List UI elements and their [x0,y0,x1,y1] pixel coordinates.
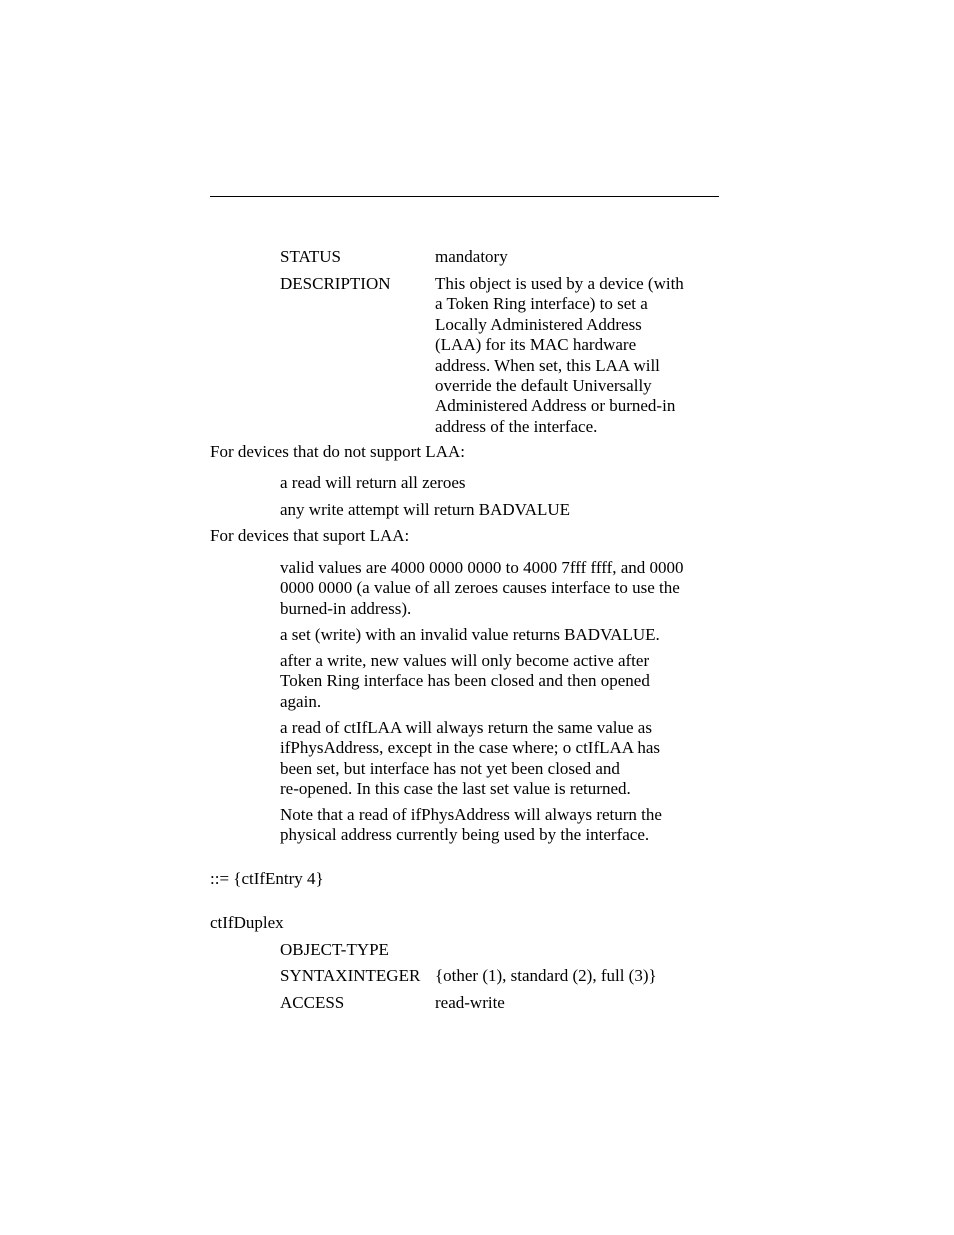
laa-paragraph [280,718,720,800]
laa-paragraph [280,651,720,712]
description-line: a Token Ring interface) to set a [435,294,648,314]
paragraph-line: burned-in address). [280,598,412,618]
laa-paragraph [280,805,720,846]
paragraph-line: a set (write) with an invalid value returns BADVALUE. [280,625,660,644]
description-line: address. When set, this LAA will [435,355,660,375]
access-label: ACCESS [280,993,345,1012]
paragraph-line: physical address currently being used by the interface. [280,825,650,845]
paragraph-line: been set, but interface has not yet been closed and [280,758,620,778]
syntax-label: SYNTAXINTEGER [280,966,421,985]
description-line: This object is used by a device (with [435,274,684,293]
paragraph-line: Token Ring interface has been closed and then opened [280,671,650,691]
description-text [435,274,720,437]
paragraph-line: ifPhysAddress, except in the case where; o ctIfLAA has [280,738,661,758]
paragraph-line: again. [280,691,322,711]
paragraph-line: after a write, new values will only become active after [280,651,650,670]
paragraph-line: valid values are 4000 0000 0000 to 4000 7fff ffff, and 0000 [280,558,684,577]
description-line: Locally Administered Address [435,314,642,334]
paragraph-line: re-opened. In this case the last set value is returned. [280,779,631,799]
no-laa-item: a read will return all zeroes [280,473,466,492]
laa-heading: For devices that suport LAA: [210,526,410,545]
status-label: STATUS [280,247,341,266]
description-line: Administered Address or burned-in [435,396,676,416]
paragraph-line: Note that a read of ifPhysAddress will always return the [280,805,662,824]
description-label: DESCRIPTION [280,274,391,293]
object-name: ctIfDuplex [210,913,284,932]
status-value: mandatory [435,247,508,266]
no-laa-heading: For devices that do not support LAA: [210,442,465,461]
no-laa-item: any write attempt will return BADVALUE [280,500,571,519]
laa-paragraph [280,625,720,645]
paragraph-line: 0000 0000 (a value of all zeroes causes interface to use the [280,578,680,598]
access-value: read-write [435,993,505,1012]
laa-paragraph [280,558,720,619]
header-rule [210,196,719,197]
syntax-value: {other (1), standard (2), full (3)} [435,966,657,985]
object-assignment: ::= {ctIfEntry 4} [210,869,324,888]
description-line: override the default Universally [435,376,652,396]
description-line: (LAA) for its MAC hardware [435,335,637,355]
paragraph-line: a read of ctIfLAA will always return the same value as [280,718,652,737]
description-line: address of the interface. [435,416,598,436]
object-type-label: OBJECT-TYPE [280,940,389,959]
